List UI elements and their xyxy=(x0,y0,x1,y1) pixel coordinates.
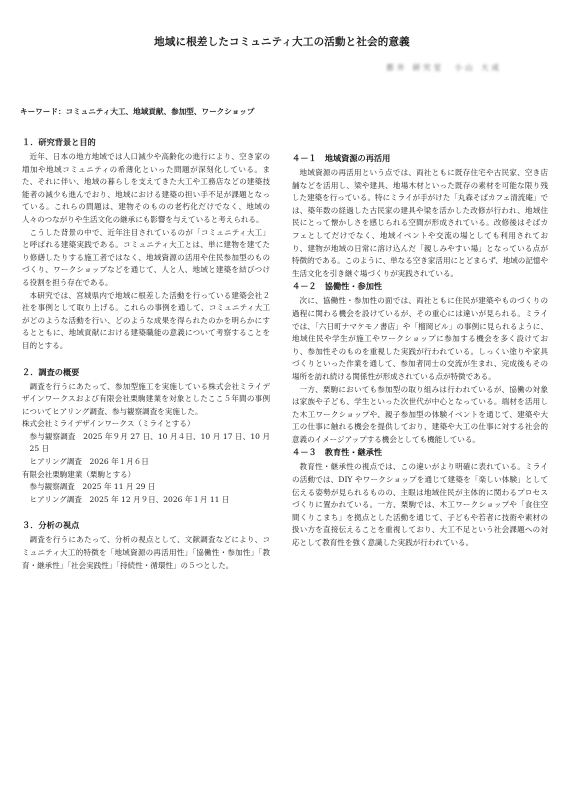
section-4-1-heading: ４－１ 地域資源の再活用 xyxy=(292,153,391,163)
section-3-heading: ３．分析の視点 xyxy=(22,520,80,531)
section-4-3-paragraph-1: 教育性・継承性の視点では、この違いがより明確に表れている。ミライの活動では、DIY やワークショップを通じて建築を「楽しい体験」として伝える姿勢が見られるものの、主眼は地域住民が主体的に関わるプロセスづくりに置かれている。一方、栗駒では、木工ワークショップや「食住空間くりこまち」を拠点とした活動を通じて、子どもや若者に技術や素材の扱い方を直接伝えることを重視しており、大工不足という社会課題への対応として教育性を強く意識した実践が行われている。 xyxy=(292,462,548,548)
section-4-3-heading: ４－３ 教育性・継承性 xyxy=(292,447,383,458)
section-1-paragraph-3: 本研究では、宮城県内で地域に根差した活動を行っている建築会社２社を事例として取り上げる。これらの事例を通して、コミュニティ大工がどのような活動を行い、どのような成果を得られたのかを明らかにするとともに、地域貢献における建築職能の意義について考察することを目的とする。 xyxy=(22,290,270,350)
section-2-survey-2: ヒアリング調査 2026 年１月６日 xyxy=(29,457,149,467)
paper-title: 地域に根差したコミュニティ大工の活動と社会的意義 xyxy=(154,36,410,48)
right-column xyxy=(292,152,548,550)
section-2-company-1: 株式会社ミライデザインワークス（ミライとする） xyxy=(22,419,195,429)
section-2-company-2: 有限会社栗駒建業（栗駒とする） xyxy=(22,469,136,479)
keywords-line: キーワード：コミュニティ大工、地域貢献、参加型、ワークショップ xyxy=(20,107,255,116)
section-4-2-paragraph-1: 次に、協働性・参加性の面では、両社ともに住民が建築やものづくりの過程に関わる機会を設けているが、その重心には違いが見られる。ミライでは、「六日町ナマケモノ書店」や「榴岡ビル」の事例に見られるように、地域住民や学生が施工やワークショップに参加する機会を多く設けており、参加性そのものを重視した実践が行われている。しっくい塗りや家具づくりといった作業を通して、参加者同士の交流が生まれ、完成後もその場所を訪れ続ける関係性が形成されている点が特徴である。 xyxy=(292,296,548,381)
section-2-survey-4: ヒアリング調査 2025 年 12 月９日、2026 年１月 11 日 xyxy=(29,494,230,504)
section-4-2-paragraph-2: 一方、栗駒においても参加型の取り組みは行われているが、協働の対象は家族や子ども、学生といった次世代が中心となっている。端材を活用した木工ワークショップや、親子参加型の体験イベントを通じて、建築や大工の仕事に触れる機会を提供しており、建築や大工の仕事に対する社会的意義のイメージアップする機会としても機能している。 xyxy=(292,384,548,444)
section-2-survey-1: 参与観察調査 2025 年９月 27 日、10 月４日、10 月 17 日、10 月 25 日 xyxy=(29,431,270,454)
section-1-paragraph-2: こうした背景の中で、近年注目されているのが「コミュニティ大工」と呼ばれる建築実践である。コミュニティ大工とは、単に建物を建てたり修繕したりする施工者ではなく、地域資源の活用や住民参加型のものづくり、ワークショップなどを通じて、人と人、地域と建築を結びつける役割を担う存在である。 xyxy=(22,227,270,287)
author-line: 都井 研究室 小山 大成 xyxy=(386,63,502,72)
section-2-survey-3: 参与観察調査 2025 年 11 月 29 日 xyxy=(29,482,156,492)
section-2-paragraph-1: 調査を行うにあたって、参加型施工を実施している株式会社ミライデザインワークスおよび有限会社栗駒建業を対象としたここ５年間の事例についてヒアリング調査、参与観察調査を実施した。 xyxy=(22,381,270,416)
section-1-heading: １．研究背景と目的 xyxy=(22,137,96,147)
section-3-paragraph-1: 調査を行うにあたって、分析の視点として、文献調査などにより、コミュニティ大工的特徴を「地域資源の再活用性」「協働性・参加性」「教育・継承性」「社会実践性」「持続性・循環性」の５つとした。 xyxy=(22,535,270,570)
section-4-2-heading: ４－２ 協働性・参加性 xyxy=(292,281,383,292)
section-4-1-paragraph-1: 地域資源の再活用という点では、両社ともに既存住宅や古民家、空き店舗などを活用し、梁や建具、地場木材といった既存の素材を可能な限り残した建築を行っている。特にミライが手がけた「丸森そばカフェ清流庵」では、築年数の経過した古民家の建具や梁を活かした改修が行われ、地域住民にとって懐かしさを感じられる空間が形成されている。改修後はそばカフェとしてだけでなく、地域イベントや交流の場としても利用されており、建物が地域の日常に溶け込んだ「親しみやすい場」となっている点が特徴的である。このように、単なる空き家活用にとどまらず、地域の記憶や生活文化を引き継ぐ場づくりが実践されている。 xyxy=(292,168,548,278)
section-1-paragraph-1: 近年、日本の地方地域では人口減少や高齢化の進行により、空き家の増加や地域コミュニティの希薄化といった問題が深刻化している。また、それに伴い、地域の暮らしを支えてきた大工や工務店などの建築技能者の減少も進んでおり、地域における建築の担い手不足が課題となっている。これらの問題は、建物そのものの老朽化だけでなく、地域の人々のつながりや生活文化の継承にも影響を与えていると考えられる。 xyxy=(22,152,270,224)
left-column xyxy=(22,136,270,572)
section-2-heading: ２．調査の概要 xyxy=(22,366,80,377)
